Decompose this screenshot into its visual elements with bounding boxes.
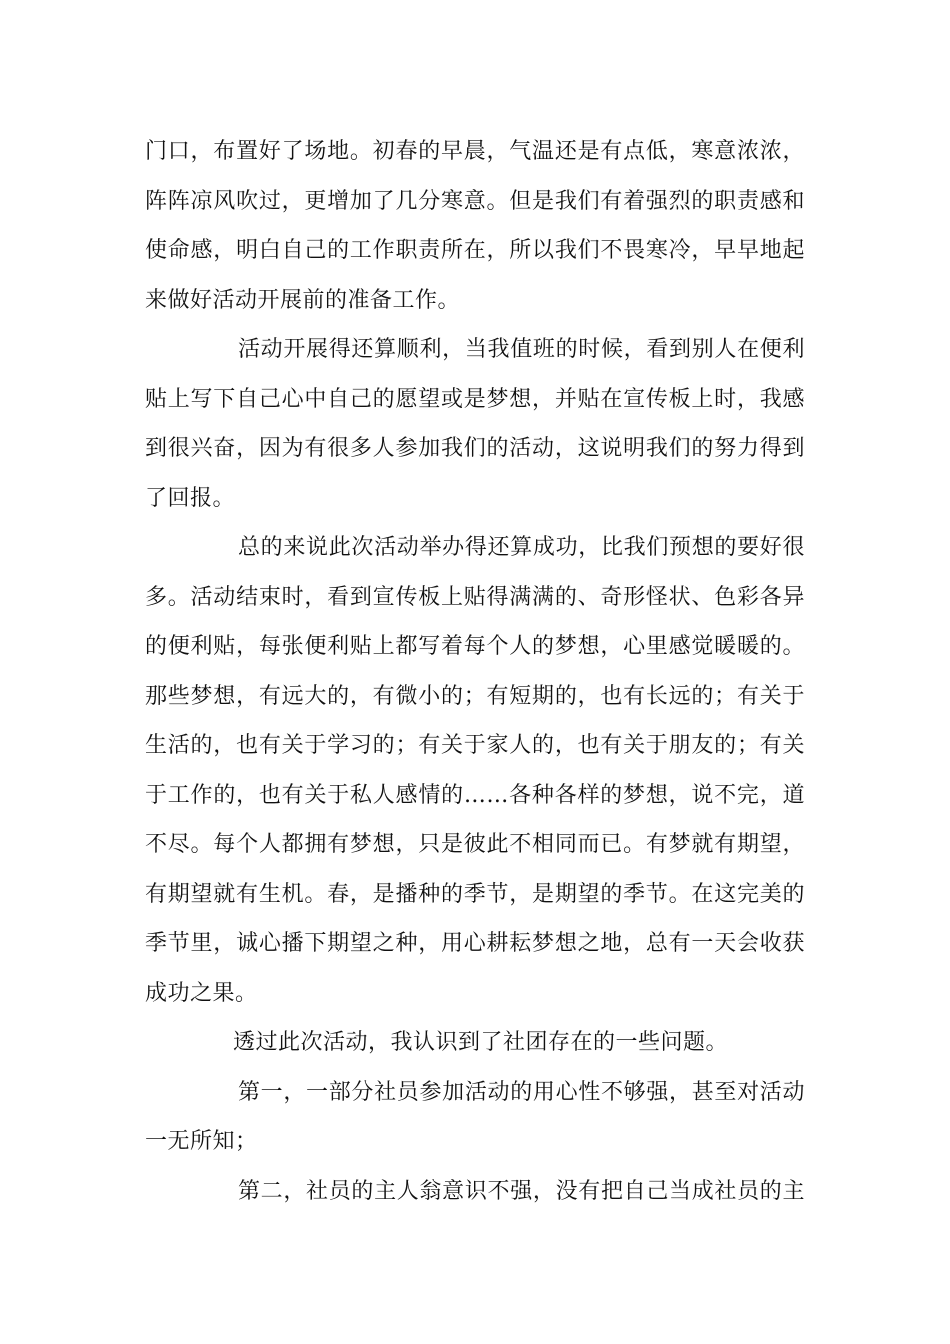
text-line: 阵阵凉风吹过，更增加了几分寒意。但是我们有着强烈的职责感和 xyxy=(145,188,805,214)
text-line: 到很兴奋，因为有很多人参加我们的活动，这说明我们的努力得到 xyxy=(145,436,805,461)
document-body xyxy=(145,127,805,1216)
text-line: 使命感，明白自己的工作职责所在，所以我们不畏寒冷，早早地起 xyxy=(145,238,805,263)
text-line: 了回报。 xyxy=(145,485,236,511)
text-line: 于工作的，也有关于私人感情的……各种各样的梦想，说不完，道 xyxy=(145,782,805,808)
paragraph-first-line: 第一，一部分社员参加活动的用心性不够强，甚至对活动 xyxy=(238,1079,805,1105)
text-line: 多。活动结束时，看到宣传板上贴得满满的、奇形怪状、色彩各异 xyxy=(145,584,805,610)
text-line: 不尽。每个人都拥有梦想，只是彼此不相同而已。有梦就有期望， xyxy=(145,832,805,857)
text-line: 有期望就有生机。春，是播种的季节，是期望的季节。在这完美的 xyxy=(145,881,805,907)
paragraph-first-line: 总的来说此次活动举办得还算成功，比我们预想的要好很 xyxy=(238,535,805,560)
paragraph-first-line: 第二，社员的主人翁意识不强，没有把自己当成社员的主 xyxy=(238,1178,805,1204)
text-line: 贴上写下自己心中自己的愿望或是梦想，并贴在宣传板上时，我感 xyxy=(145,386,805,412)
text-line: 门口，布置好了场地。初春的早晨，气温还是有点低，寒意浓浓， xyxy=(145,139,805,164)
text-line: 那些梦想，有远大的，有微小的；有短期的，也有长远的；有关于 xyxy=(145,683,805,709)
text-line: 的便利贴，每张便利贴上都写着每个人的梦想，心里感觉暖暖的。 xyxy=(145,634,805,659)
text-line: 一无所知； xyxy=(145,1129,258,1154)
paragraph-first-line: 活动开展得还算顺利，当我值班的时候，看到别人在便利 xyxy=(238,337,805,362)
text-line: 成功之果。 xyxy=(145,980,258,1006)
text-line: 季节里，诚心播下期望之种，用心耕耘梦想之地，总有一天会收获 xyxy=(145,931,805,956)
text-line: 生活的，也有关于学习的；有关于家人的，也有关于朋友的；有关 xyxy=(145,733,805,758)
text-line: 来做好活动开展前的准备工作。 xyxy=(145,287,461,313)
paragraph-first-line: 透过此次活动，我认识到了社团存在的一些问题。 xyxy=(233,1030,729,1055)
